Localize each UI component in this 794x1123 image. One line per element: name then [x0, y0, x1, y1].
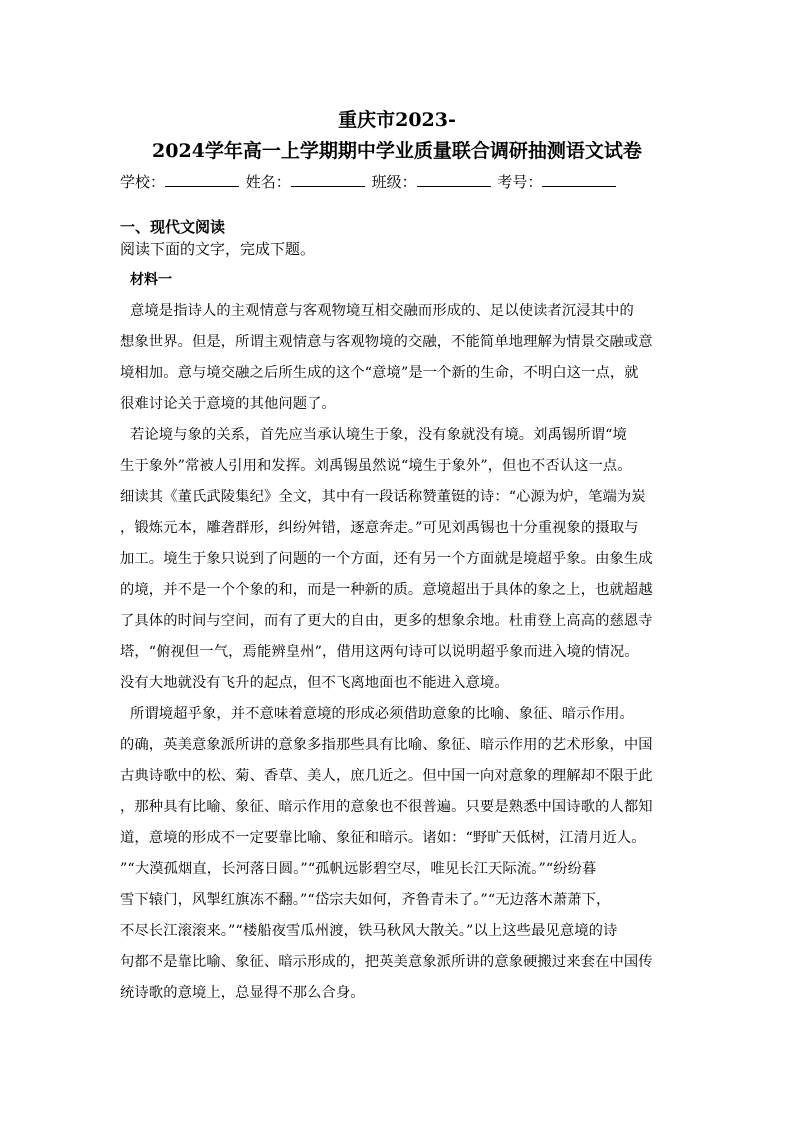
passage-line: 生于象外”常被人引用和发挥。刘禹锡虽然说“境生于象外”，但也不否认这一点。	[120, 458, 632, 474]
passage-line: 不尽长江滚滚来。”“楼船夜雪瓜州渡，铁马秋风大散关。”以上这些最见意境的诗	[120, 923, 618, 939]
passage-line: 很难讨论关于意境的其他问题了。	[120, 396, 336, 412]
student-info-row	[120, 171, 680, 193]
passage-line: 道，意境的形成不一定要靠比喻、象征和暗示。诸如：“野旷天低树，江清月近人。	[120, 830, 646, 846]
passage-line: 的境，并不是一个个象的和，而是一种新的质。意境超出于具体的象之上，也就超越	[120, 582, 653, 598]
passage-line: ”“大漠孤烟直，长河落日圆。”“孤帆远影碧空尽，唯见长江天际流。”“纷纷暮	[120, 861, 597, 877]
passage-line: 雪下辕门，风掣红旗冻不翻。”“岱宗夫如何，齐鲁青未了。”“无边落木萧萧下，	[120, 892, 611, 908]
passage-line: 细读其《董氏武陵集纪》全文，其中有一段话称赞董铤的诗：“心源为炉，笔端为炭	[120, 489, 646, 505]
passage-line: 若论境与象的关系，首先应当承认境生于象，没有象就没有境。刘禹锡所谓“境	[130, 427, 627, 443]
passage-line: 统诗歌的意境上，总显得不那么合身。	[120, 985, 365, 1001]
passage-line: 所谓境超乎象，并不意味着意境的形成必须借助意象的比喻、象征、暗示作用。	[130, 706, 634, 722]
passage-line: ，锻炼元本，雕砻群形，纠纷舛错，逐意奔走。”可见刘禹锡也十分重视象的摄取与	[120, 520, 639, 536]
material-label: 材料一	[130, 272, 172, 288]
number-blank[interactable]	[542, 172, 616, 187]
passage-line: 句都不是靠比喻、象征、暗示形成的，把英美意象派所讲的意象硬搬过来套在中国传	[120, 954, 653, 970]
passage-line: 意境是指诗人的主观情意与客观物境互相交融而形成的、足以使读者沉浸其中的	[130, 303, 634, 319]
passage-line: 加工。境生于象只说到了问题的一个方面，还有另一个方面就是境超乎象。由象生成	[120, 551, 653, 567]
passage-line: 了具体的时间与空间，而有了更大的自由，更多的想象余地。杜甫登上高高的慈恩寺	[120, 613, 653, 629]
instruction-text: 阅读下面的文字，完成下题。	[120, 240, 316, 258]
section-heading: 一、现代文阅读	[120, 218, 226, 236]
number-label: 考号：	[497, 173, 543, 191]
passage-line: 没有大地就没有飞升的起点，但不飞离地面也不能进入意境。	[120, 675, 509, 691]
class-blank[interactable]	[417, 172, 491, 187]
passage-line: ，那种具有比喻、象征、暗示作用的意象也不很普遍。只要是熟悉中国诗歌的人都知	[120, 799, 653, 815]
name-label: 姓名：	[245, 173, 291, 191]
passage-line: 塔，“俯视但一气，焉能辨皇州”，借用这两句诗可以说明超乎象而进入境的情况。	[120, 644, 639, 660]
passage-line: 境相加。意与境交融之后所生成的这个“意境”是一个新的生命，不明白这一点，就	[120, 365, 639, 381]
school-label: 学校：	[120, 173, 166, 191]
passage-body	[120, 298, 686, 1011]
class-label: 班级：	[371, 173, 417, 191]
title-line-1: 重庆市2023-	[338, 109, 456, 131]
name-blank[interactable]	[291, 172, 365, 187]
passage-line: 想象世界。但是，所谓主观情意与客观物境的交融，不能简单地理解为情景交融或意	[120, 334, 653, 350]
passage-line: 古典诗歌中的松、菊、香草、美人，庶几近之。但中国一向对意象的理解却不限于此	[120, 768, 653, 784]
passage-line: 的确，英美意象派所讲的意象多指那些具有比喻、象征、暗示作用的艺术形象，中国	[120, 737, 653, 753]
title-line-2: 2024学年高一上学期期中学业质量联合调研抽测语文试卷	[152, 140, 642, 162]
school-blank[interactable]	[165, 172, 239, 187]
